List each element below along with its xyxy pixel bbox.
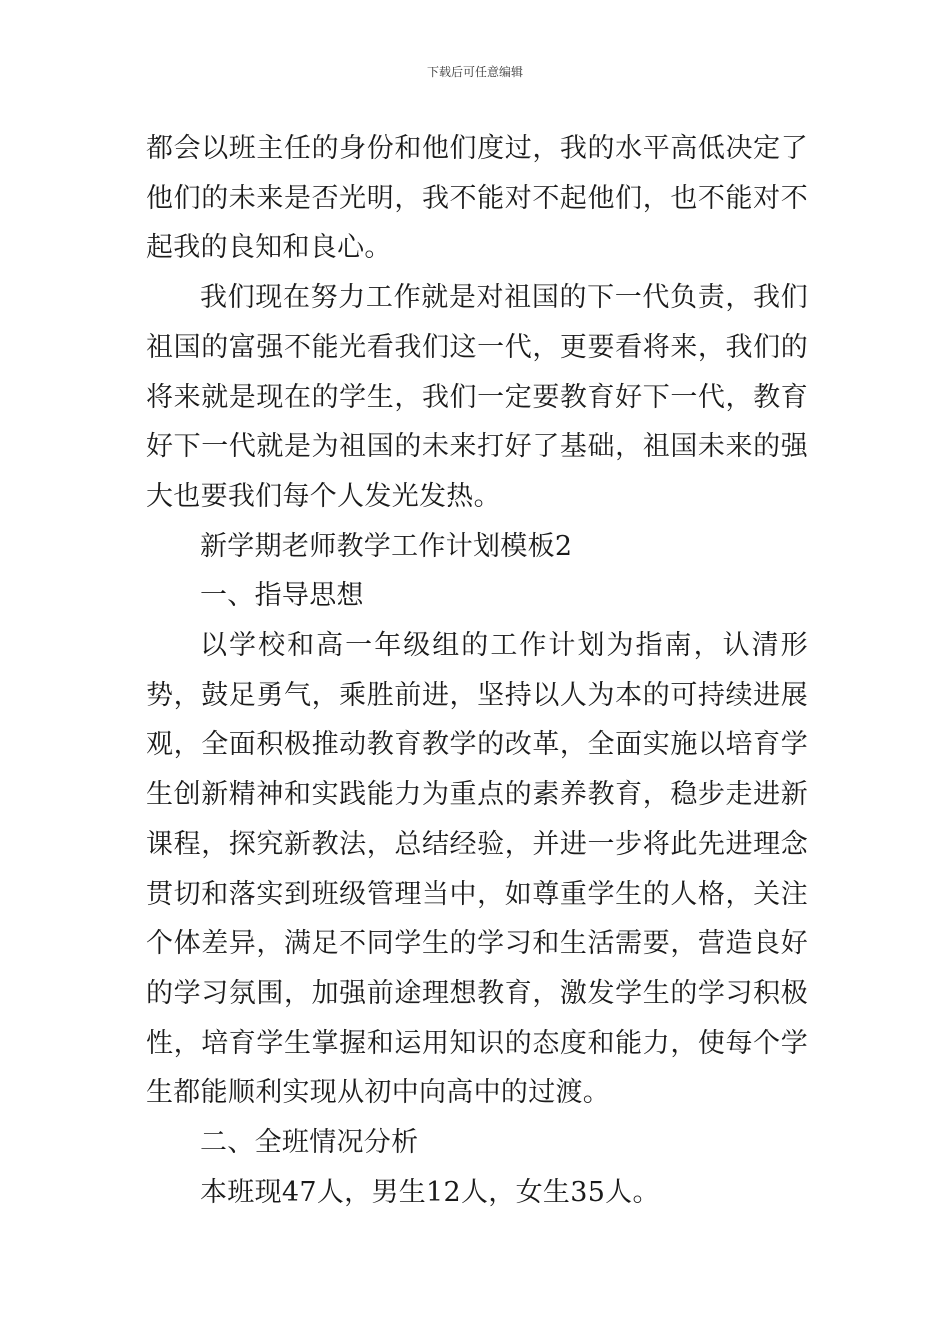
paragraph-responsibility: 我们现在努力工作就是对祖国的下一代负责，我们祖国的富强不能光看我们这一代，更要看将来，我们的将来就是现在的学生，我们一定要教育好下一代，教育好下一代就是为祖国的未来打好了基础，祖国未来的强大也要我们每个人发光发热。 [146, 282, 808, 512]
page-header-note: 下载后可任意编辑 [426, 65, 523, 79]
paragraph-continuation: 都会以班主任的身份和他们度过，我的水平高低决定了他们的未来是否光明，我不能对不起他们，也不能对不起我的良知和良心。 [146, 133, 808, 264]
section-title: 新学期老师教学工作计划模板2 [200, 530, 573, 562]
heading-class-analysis: 二、全班情况分析 [200, 1127, 419, 1159]
paragraph-guiding-ideology: 以学校和高一年级组的工作计划为指南，认清形势，鼓足勇气，乘胜前进，坚持以人为本的可持续进展观，全面积极推动教育教学的改革，全面实施以培育学生创新精神和实践能力为重点的素养教育，稳步走进新课程，探究新教法，总结经验，并进一步将此先进理念贯切和落实到班级管理当中，如尊重学生的人格，关注个体差异，满足不同学生的学习和生活需要，营造良好的学习氛围，加强前途理想教育，激发学生的学习积极性，培育学生掌握和运用知识的态度和能力，使每个学生都能顺利实现从初中向高中的过渡。 [146, 630, 808, 1109]
heading-guiding-ideology: 一、指导思想 [200, 580, 364, 612]
paragraph-class-count: 本班现47人，男生12人，女生35人。 [200, 1176, 660, 1208]
document-body [146, 124, 808, 1217]
